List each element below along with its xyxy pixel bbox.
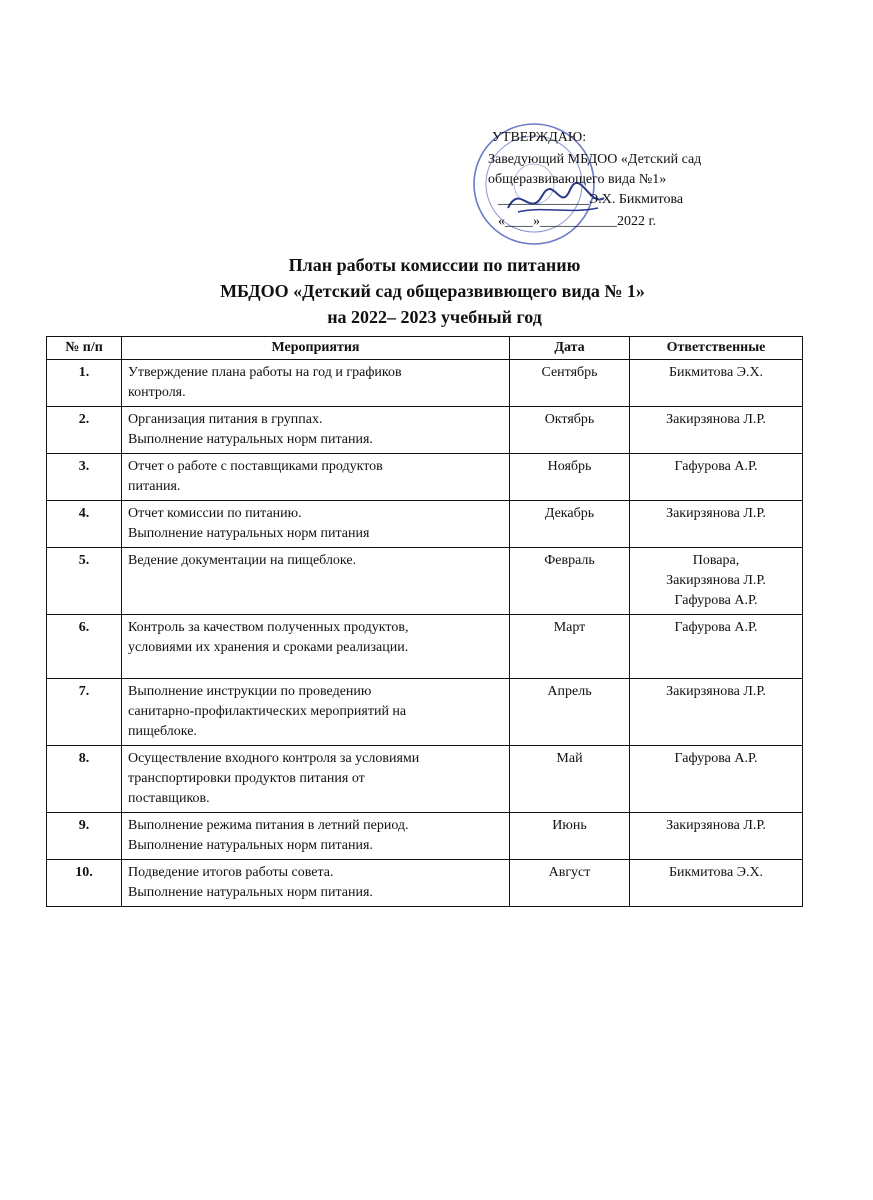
row-event [122,548,510,615]
row-event [122,860,510,907]
table-row [47,407,803,454]
responsible-line: Бикмитова Э.Х. [668,365,764,380]
row-date: Октябрь [510,407,630,454]
title-line-1: План работы комиссии по питанию [288,255,581,275]
event-line: Выполнение инструкции по проведению [128,684,372,699]
responsible-line: Закирзянова Л.Р. [666,684,766,699]
row-date: Июнь [510,813,630,860]
approval-position: Заведующий МБДОО «Детский сад [488,152,702,167]
responsible-line: Закирзянова Л.Р. [666,506,766,521]
table-row [47,360,803,407]
table-row [47,813,803,860]
responsible-line: Бикмитова Э.Х. [668,865,764,880]
event-line: питания. [128,479,181,494]
row-responsible [630,501,803,548]
header-event: Мероприятия [122,337,510,360]
row-event [122,360,510,407]
table-header-row [47,337,803,360]
row-responsible [630,615,803,679]
row-responsible [630,548,803,615]
row-responsible [630,746,803,813]
row-responsible [630,813,803,860]
table-row [47,615,803,679]
responsible-line: Закирзянова Л.Р. [666,412,766,427]
row-number: 8. [47,746,122,813]
row-date: Май [510,746,630,813]
document-title [0,252,873,330]
responsible-line: Гафурова А.Р. [674,459,758,474]
responsible-line: Закирзянова Л.Р. [666,818,766,833]
row-date: Сентябрь [510,360,630,407]
event-line: санитарно-профилактических мероприятий на [128,704,407,719]
row-event [122,615,510,679]
approval-date: «____»___________2022 г. [498,214,657,229]
event-line: Отчет о работе с поставщиками продуктов [128,459,383,474]
row-number: 6. [47,615,122,679]
approval-heading: УТВЕРЖДАЮ: [492,130,587,145]
row-event [122,454,510,501]
event-line: Выполнение натуральных норм питания. [128,432,373,447]
row-responsible [630,860,803,907]
responsible-line: Закирзянова Л.Р. [666,573,766,588]
event-line: Подведение итогов работы совета. [128,865,334,880]
event-line: Отчет комиссии по питанию. [128,506,302,521]
approval-position-cont: общеразвивающего вида №1» [488,172,667,187]
table-row [47,746,803,813]
row-number: 4. [47,501,122,548]
responsible-line: Гафурова А.Р. [674,751,758,766]
row-event [122,679,510,746]
row-event [122,746,510,813]
event-line: пищеблоке. [128,724,197,739]
table-body [47,360,803,907]
row-event [122,501,510,548]
row-event [122,813,510,860]
approval-signature-name: _____________Э.Х. Бикмитова [498,192,684,207]
row-responsible [630,360,803,407]
event-line: Выполнение натуральных норм питания. [128,885,373,900]
responsible-line: Гафурова А.Р. [674,620,758,635]
event-line: Организация питания в группах. [128,412,323,427]
title-line-2: МБДОО «Детский сад общеразвивющего вида № 1» [220,281,645,301]
table-row [47,501,803,548]
event-line: Утверждение плана работы на год и графиков [128,365,402,380]
title-line-3: на 2022– 2023 учебный год [327,307,542,327]
event-line: поставщиков. [128,791,210,806]
event-line: Ведение документации на пищеблоке. [128,553,357,568]
event-line: Выполнение натуральных норм питания. [128,838,373,853]
row-number: 2. [47,407,122,454]
event-line: контроля. [128,385,186,400]
header-responsible: Ответственные [630,337,803,360]
responsible-line: Гафурова А.Р. [674,593,758,608]
row-date: Март [510,615,630,679]
row-responsible [630,454,803,501]
event-line: Выполнение режима питания в летний период. [128,818,409,833]
row-date: Август [510,860,630,907]
header-num: № п/п [47,337,122,360]
row-number: 1. [47,360,122,407]
table-row [47,548,803,615]
row-number: 7. [47,679,122,746]
row-date: Ноябрь [510,454,630,501]
row-date: Декабрь [510,501,630,548]
approval-block [478,128,778,248]
row-responsible [630,679,803,746]
event-line: Выполнение натуральных норм питания [128,526,370,541]
row-number: 3. [47,454,122,501]
event-line: транспортировки продуктов питания от [128,771,365,786]
table-row [47,860,803,907]
row-event [122,407,510,454]
row-number: 9. [47,813,122,860]
row-date: Февраль [510,548,630,615]
header-date: Дата [510,337,630,360]
event-line: Контроль за качеством полученных продуктов, [128,620,409,635]
table-row [47,454,803,501]
event-line: условиями их хранения и сроками реализации. [128,640,409,655]
row-number: 10. [47,860,122,907]
plan-table [46,336,803,907]
row-responsible [630,407,803,454]
row-number: 5. [47,548,122,615]
event-line: Осуществление входного контроля за условиями [128,751,420,766]
row-date: Апрель [510,679,630,746]
responsible-line: Повара, [692,553,740,568]
table-row [47,679,803,746]
